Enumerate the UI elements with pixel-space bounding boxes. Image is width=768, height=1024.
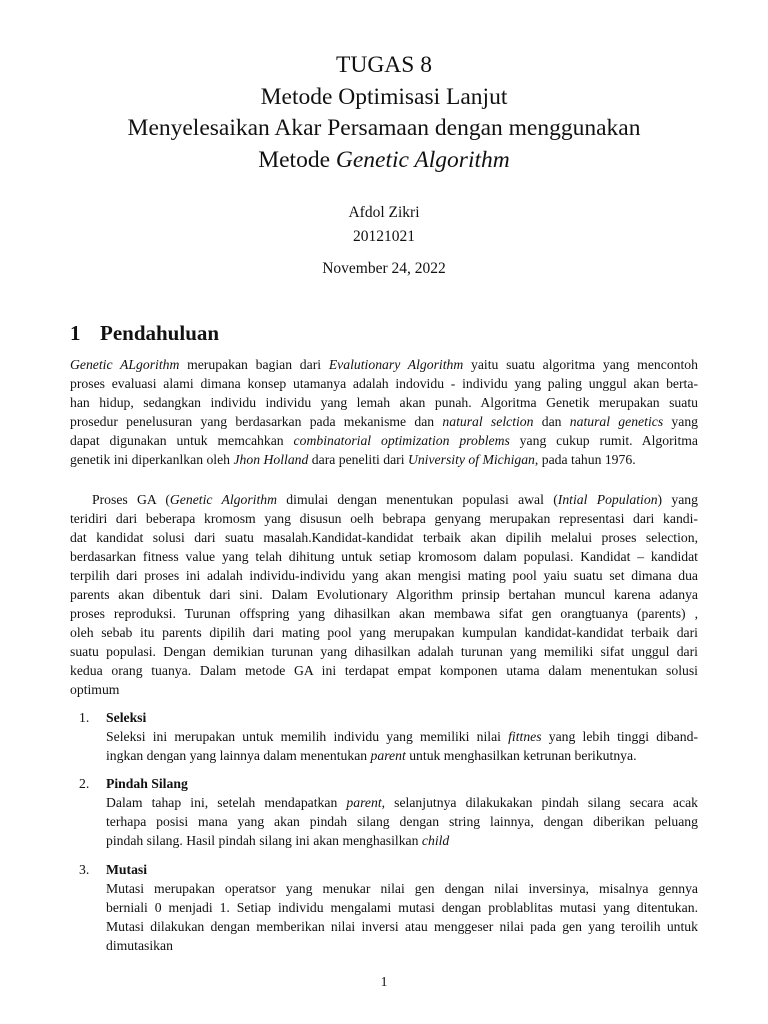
term-jhon-holland: Jhon Holland	[233, 452, 309, 467]
list-marker: 1.	[79, 710, 90, 725]
list-item-line	[106, 746, 698, 765]
paragraph-2-line	[70, 490, 698, 509]
paragraph-1-line	[70, 412, 698, 431]
list-item-line	[106, 727, 698, 746]
text-run: ingkan dengan yang lainnya dalam menentukan	[106, 748, 371, 763]
term-child: child	[421, 833, 450, 848]
term-combinatorial-optimization: combinatorial optimization problems	[293, 433, 510, 448]
text-run: dan	[533, 414, 570, 429]
text-run: Seleksi ini merupakan untuk memilih individu yang memiliki nilai	[106, 729, 509, 744]
document-date: November 24, 2022	[322, 260, 446, 277]
text-run: yang	[663, 414, 699, 429]
text-run: genetik ini diperkanlkan oleh	[70, 452, 234, 467]
term-genetic-algorithm: Genetic ALgorithm	[70, 357, 180, 372]
paragraph-2-line: suatu populasi. Dengan demikian turunan yang dihasilkan adalah turunan yang memiliki sifat unggul dari	[70, 644, 698, 659]
paragraph-2-line: dat kandidat solusi dari suatu masalah.Kandidat-kandidat terbaik akan dipilih melalui proses selection,	[70, 530, 698, 545]
term-natural-genetics: natural genetics	[569, 414, 664, 429]
text-run: dapat digunakan untuk memcahkan	[70, 433, 294, 448]
paragraph-2-line: teridiri dari beberapa kromosm yang disusun oelh bebrapa genyang merupakan representasi dari kandi-	[70, 511, 698, 526]
paragraph-1-line: han hidup, sedangkan individu individu yang lemah akan punah. Algoritma Genetik merupakan suatu	[70, 395, 698, 410]
text-run: dimulai dengan menentukan populasi awal (	[277, 492, 558, 507]
list-item-heading: Mutasi	[106, 862, 148, 877]
paragraph-1-line	[70, 431, 698, 450]
text-run: Dalam tahap ini, setelah mendapatkan	[106, 795, 347, 810]
title-line-1: TUGAS 8	[336, 52, 432, 78]
text-run: yaitu suatu algoritma yang mencontoh	[463, 357, 698, 372]
page-number: 1	[380, 974, 388, 989]
paragraph-2	[70, 490, 698, 699]
text-run: untuk menghasilkan ketrunan berikutnya.	[405, 748, 637, 763]
paragraph-2-line: parents akan dibentuk dari sini. Dalam Evolutionary Algorithm prinsip bertahan muncul karena adanya	[70, 587, 698, 602]
section-heading	[70, 318, 219, 348]
paragraph-1-line	[70, 355, 698, 374]
list-item-body	[106, 860, 698, 955]
text-run: , pada tahun 1976.	[534, 452, 636, 467]
term-parent: parent	[346, 795, 382, 810]
title-line-3: Menyelesaikan Akar Persamaan dengan menggunakan	[127, 115, 641, 141]
term-natural-selection: natural selction	[442, 414, 534, 429]
title-line-4-italic: Genetic Algorithm	[335, 146, 510, 173]
text-run: yang cukup rumit. Algoritma	[509, 433, 698, 448]
author-name: Afdol Zikri	[348, 204, 420, 221]
text-run: dara peneliti dari	[308, 452, 408, 467]
title-line-4	[0, 145, 768, 177]
list-item-body	[106, 708, 698, 765]
text-run: merupakan bagian dari	[179, 357, 329, 372]
term-university-of-michigan: University of Michigan	[407, 452, 535, 467]
term-parent: parent	[370, 748, 406, 763]
section-number: 1	[70, 321, 81, 345]
list-marker: 3.	[79, 862, 90, 877]
paragraph-2-line: oleh sebab itu parents dipilih dari mating pool yang merupakan kumpulan kandidat-kandidat terbaik dari	[70, 625, 698, 640]
paragraph-2-line: optimum	[70, 682, 120, 697]
text-run: ) yang	[657, 492, 698, 507]
list-item-line: dimutasikan	[106, 938, 173, 953]
list-item-line: Mutasi merupakan operatsor yang menukar nilai gen dengan nilai inversinya, misalnya gennya	[106, 881, 698, 896]
title-line-2: Metode Optimisasi Lanjut	[260, 83, 508, 110]
list-marker: 2.	[79, 776, 90, 791]
term-initial-population: Intial Population	[557, 492, 658, 507]
term-fittnes: fittnes	[508, 729, 542, 744]
term-evolutionary-algorithm: Evalutionary Algorithm	[328, 357, 464, 372]
title-block	[0, 50, 768, 176]
paragraph-2-line: proses reproduksi. Turunan offspring yang dihasilkan akan membawa sifat gen orangtuanya (parents) ,	[70, 606, 698, 621]
paragraph-2-line: terpilih dari proses ini adalah individu-individu yang akan mengisi mating pool yaiu suatu set dimana dua	[70, 568, 698, 583]
list-item-body	[106, 774, 698, 850]
paragraph-2-line: kedua orang tuanya. Dalam metode GA ini terdapat empat komponen utama dalam menentukan solusi	[70, 663, 698, 678]
section-title: Pendahuluan	[100, 321, 220, 345]
text-run: , selanjutnya dilakukakan pindah silang secara acak	[381, 795, 699, 810]
author-id: 20121021	[353, 228, 415, 245]
list-item-line: berniali 0 menjadi 1. Setiap individu mengalami mutasi dengan problablitas mutasi yang ditentukan.	[106, 900, 698, 915]
author-block	[0, 201, 768, 249]
paragraph-1-line	[70, 450, 698, 469]
list-item-line	[106, 793, 698, 812]
paragraph-1	[70, 355, 698, 469]
list-item-line: Mutasi dilakukan dengan memberikan nilai inversi atau menggeser nilai pada gen yang teroilih untuk	[106, 919, 698, 934]
list-item-line: terhapa posisi mana yang akan pindah silang dengan string lainnya, dengan diberikan peluang	[106, 814, 698, 829]
list-item-line	[106, 831, 698, 850]
paragraph-2-line: berdasarkan fitness value yang telah dihitung untuk setiap kromosom dalam populasi. Kandidat – kandidat	[70, 549, 698, 564]
text-run: yang lebih tinggi diband-	[541, 729, 699, 744]
text-run: Proses GA (	[92, 492, 170, 507]
term-genetic-algorithm: Genetic Algorithm	[169, 492, 278, 507]
title-line-4-prefix: Metode	[258, 146, 336, 173]
text-run: pindah silang. Hasil pindah silang ini akan menghasilkan	[106, 833, 422, 848]
paragraph-1-line: proses evaluasi alami dimana konsep utamanya adalah indovidu - individu yang paling unggul akan berta-	[70, 376, 698, 391]
list-item-heading: Seleksi	[106, 710, 147, 725]
list-item-heading: Pindah Silang	[106, 776, 188, 791]
text-run: prosedur penelusuran yang berdasarkan pada mekanisme dan	[70, 414, 443, 429]
